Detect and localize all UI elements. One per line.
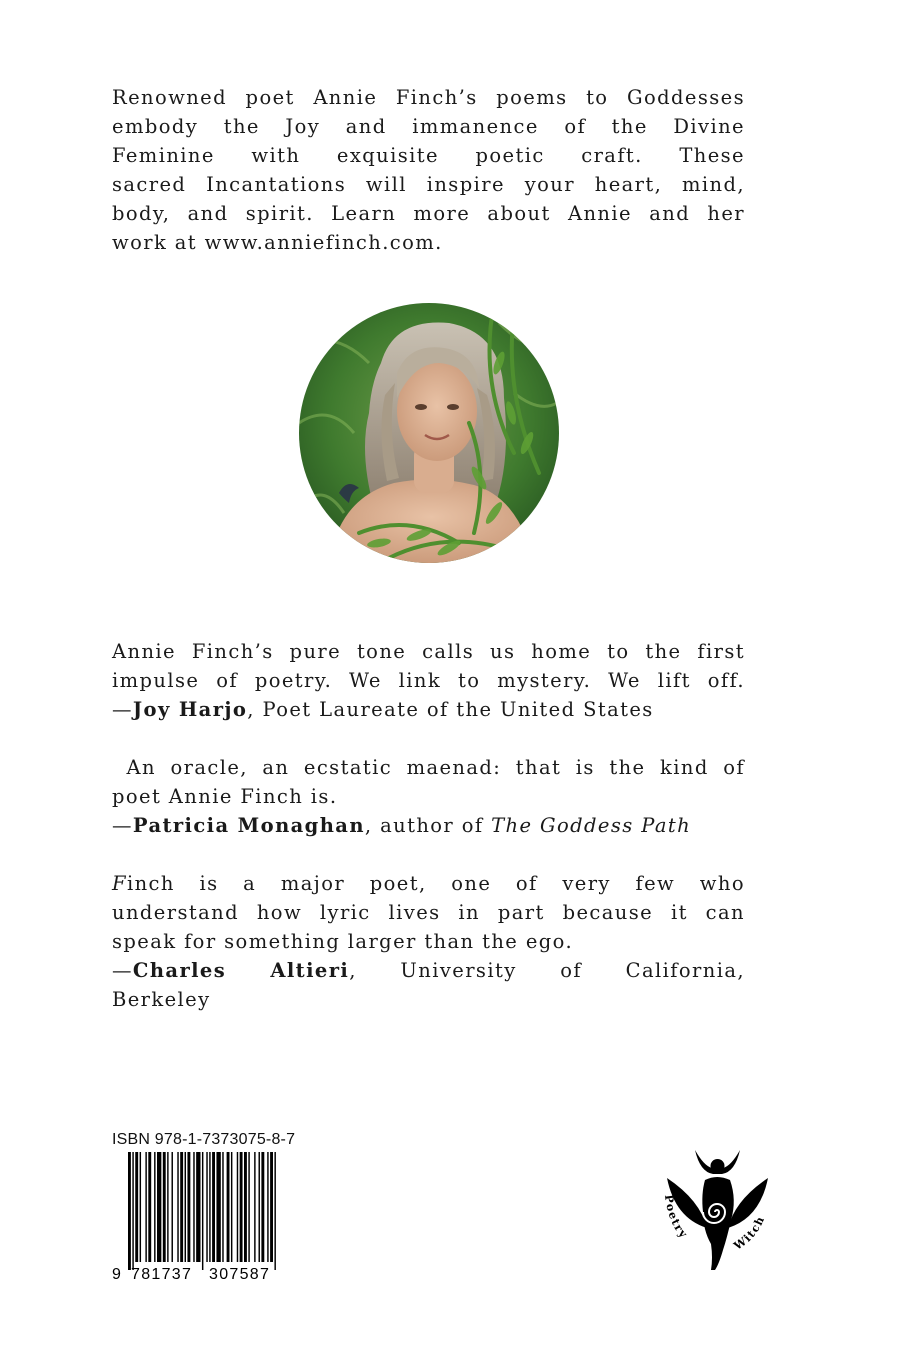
barcode-bar [248, 1152, 249, 1262]
attribution-affiliation: , Poet Laureate of the United States [247, 698, 654, 721]
barcode-bar [244, 1152, 247, 1262]
attribution-author: Joy Harjo [132, 698, 248, 721]
barcode-bar [157, 1152, 161, 1262]
blurb-line: Feminine with exquisite poetic craft. These [112, 144, 745, 167]
barcode-bar [270, 1152, 273, 1262]
barcode-bar [237, 1152, 238, 1262]
attribution-author: Patricia Monaghan [132, 814, 365, 837]
publisher-name-right: Witch [731, 1213, 768, 1253]
publisher-name-left: Poetry [661, 1193, 691, 1242]
blurb-line: Renowned poet Annie Finch’s poems to Goddesses [112, 86, 745, 109]
quote-line: poet Annie Finch is. [112, 785, 338, 808]
barcode-bar [212, 1152, 215, 1262]
barcode-bar [135, 1152, 138, 1262]
isbn-barcode [112, 1152, 287, 1282]
barcode-bar [196, 1152, 200, 1262]
barcode-bar [240, 1152, 243, 1262]
barcode-bar [180, 1152, 183, 1262]
blurb-line: body, and spirit. Learn more about Annie and her [112, 202, 745, 225]
barcode-bar [193, 1152, 194, 1262]
endorsement-quote [112, 637, 745, 724]
attribution-affiliation: , University of California, [349, 959, 745, 982]
barcode-bar [261, 1152, 264, 1262]
barcode-bar [148, 1152, 151, 1262]
barcode-right-digits: 307587 [209, 1266, 271, 1282]
barcode-bar [227, 1152, 230, 1262]
barcode-bar [254, 1152, 255, 1262]
attribution-author: Charles Altieri [132, 959, 350, 982]
quote-line-rest: inch is a major poet, one of very few who [126, 872, 745, 895]
barcode-bar [259, 1152, 260, 1262]
quote-line [112, 869, 745, 898]
isbn-label: ISBN 978-1-7373075-8-7 [112, 1131, 296, 1148]
blurb-line: work at www.anniefinch.com. [112, 231, 443, 254]
attribution-dash: — [112, 959, 133, 982]
barcode-bar [154, 1152, 155, 1262]
barcode-bar [187, 1152, 190, 1262]
quote-attribution [112, 956, 745, 985]
blurb-line: sacred Incantations will inspire your heart, mind, [112, 173, 745, 196]
barcode-bar [202, 1152, 203, 1270]
barcode-bar [128, 1152, 131, 1270]
barcode-bar [231, 1152, 232, 1262]
barcode-left-digits: 781737 [131, 1266, 193, 1282]
author-photo [299, 303, 559, 563]
book-blurb [112, 83, 745, 257]
blurb-line: embody the Joy and immanence of the Divine [112, 115, 745, 138]
barcode-bar [177, 1152, 178, 1262]
attribution-affiliation-cont: Berkeley [112, 988, 211, 1011]
barcode-bar [140, 1152, 141, 1262]
barcode-bar [167, 1152, 168, 1262]
barcode-bar [172, 1152, 173, 1262]
barcode-bar [206, 1152, 207, 1262]
quote-line: Annie Finch’s pure tone calls us home to the first [112, 640, 745, 663]
attribution-dash: — [112, 814, 133, 837]
barcode-bar [274, 1152, 275, 1270]
attribution-book-title: The Goddess Path [491, 814, 692, 837]
barcode-bar [145, 1152, 146, 1262]
quote-attribution [112, 811, 745, 840]
attribution-affiliation: , author of [364, 814, 492, 837]
attribution-dash: — [112, 698, 133, 721]
barcode-bar [185, 1152, 186, 1262]
quote-line: speak for something larger than the ego. [112, 930, 574, 953]
quote-line: impulse of poetry. We link to mystery. We lift off. [112, 669, 745, 692]
endorsement-quote [112, 869, 745, 1014]
barcode-bar [163, 1152, 166, 1262]
barcode-bar [209, 1152, 210, 1262]
publisher-logo [655, 1140, 780, 1275]
quote-line: An oracle, an ecstatic maenad: that is the kind of [112, 756, 745, 779]
quote-initial-letter: F [112, 872, 127, 895]
author-portrait-image [299, 303, 559, 563]
endorsement-quote [112, 753, 745, 840]
barcode-bar [216, 1152, 220, 1262]
quote-line: understand how lyric lives in part because it can [112, 901, 745, 924]
barcode-bar [132, 1152, 133, 1270]
barcode-bar [267, 1152, 268, 1262]
barcode-bar [222, 1152, 223, 1262]
quote-attribution [112, 695, 745, 724]
barcode-first-digit: 9 [112, 1266, 121, 1282]
